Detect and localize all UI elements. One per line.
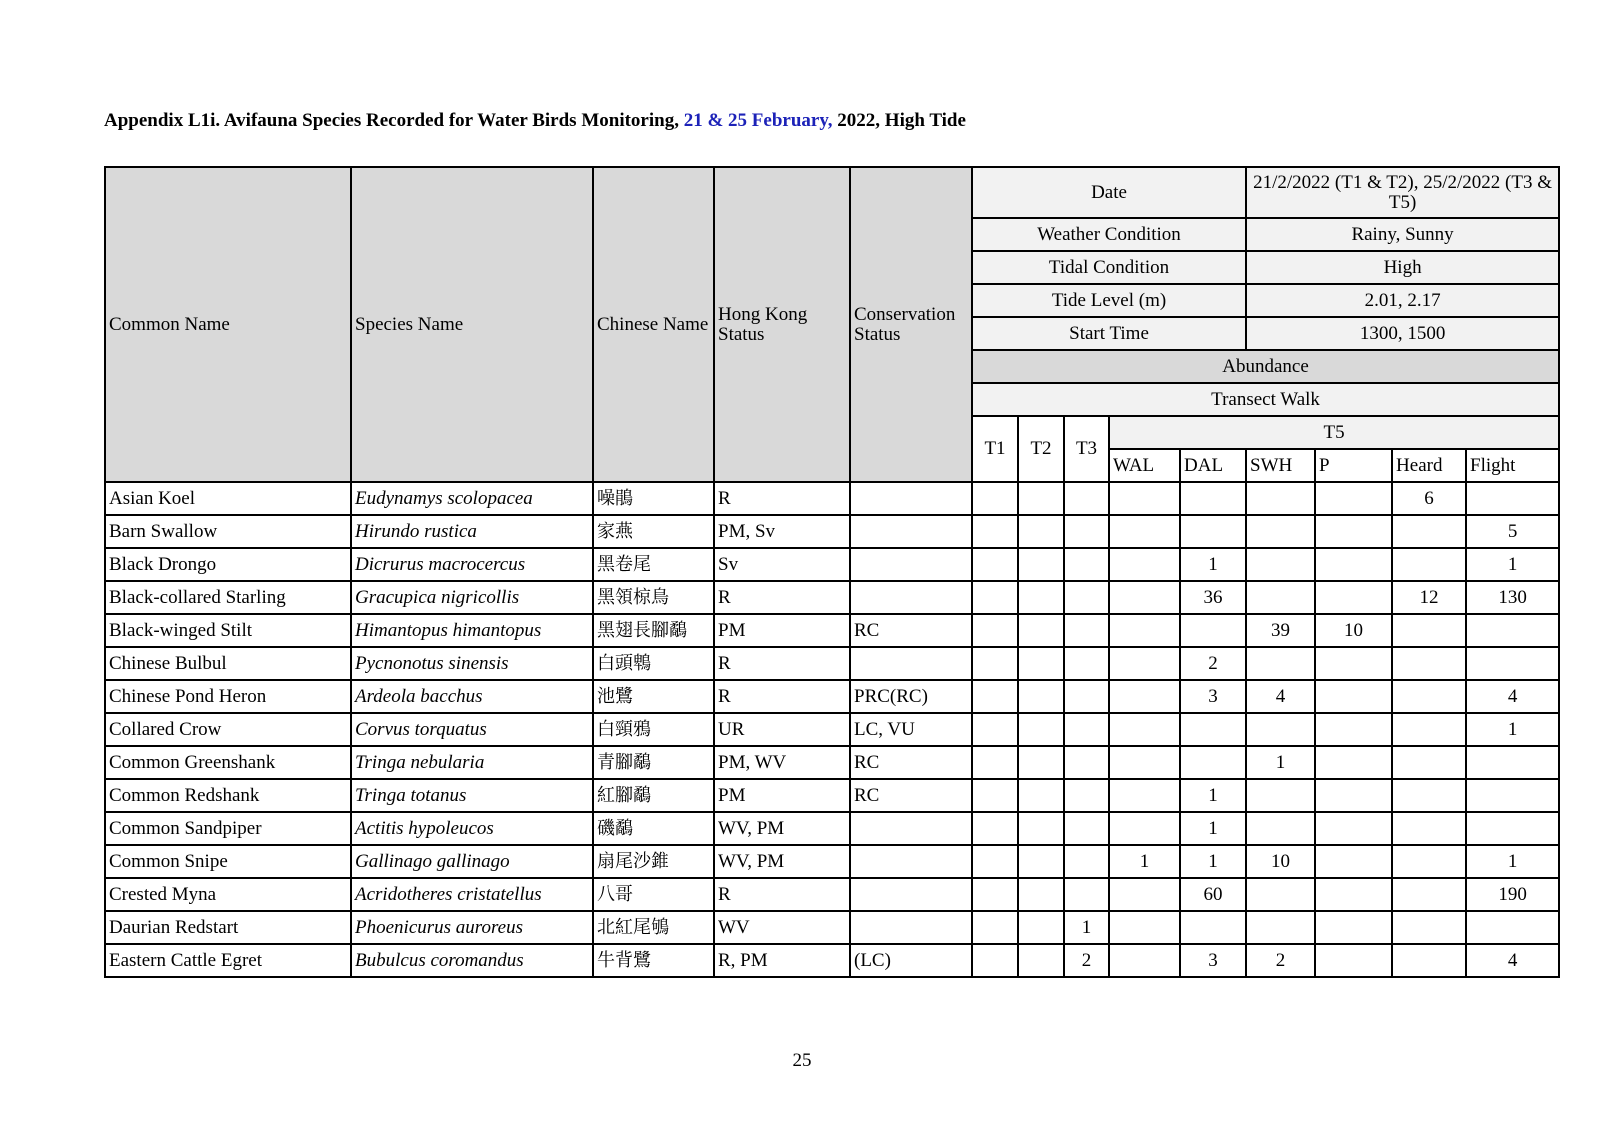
cell-heard — [1392, 878, 1466, 911]
cell-swh — [1246, 515, 1315, 548]
cell-dal: 2 — [1180, 647, 1246, 680]
cell-hk-status: PM, WV — [714, 746, 850, 779]
header-flight: Flight — [1466, 449, 1559, 482]
page-title — [104, 110, 966, 132]
cell-p — [1315, 878, 1392, 911]
cell-wal — [1109, 944, 1180, 977]
cell-t2 — [1018, 812, 1064, 845]
cell-common-name: Chinese Pond Heron — [105, 680, 351, 713]
header-dal: DAL — [1180, 449, 1246, 482]
cell-heard — [1392, 713, 1466, 746]
cell-flight — [1466, 779, 1559, 812]
cell-p — [1315, 482, 1392, 515]
header-t2: T2 — [1018, 416, 1064, 482]
header-abundance: Abundance — [972, 350, 1559, 383]
cell-flight: 190 — [1466, 878, 1559, 911]
cell-common-name: Black-collared Starling — [105, 581, 351, 614]
header-heard: Heard — [1392, 449, 1466, 482]
cell-t3 — [1064, 548, 1109, 581]
cell-flight — [1466, 614, 1559, 647]
cell-t1 — [972, 713, 1018, 746]
table-row — [105, 812, 1559, 845]
cell-p — [1315, 944, 1392, 977]
cell-conservation-status: RC — [850, 614, 972, 647]
cell-chinese-name: 牛背鷺 — [593, 944, 714, 977]
cell-species-name: Actitis hypoleucos — [351, 812, 593, 845]
cell-species-name: Tringa nebularia — [351, 746, 593, 779]
cell-common-name: Barn Swallow — [105, 515, 351, 548]
title-suffix: 2022, High Tide — [832, 110, 966, 131]
cell-wal — [1109, 911, 1180, 944]
cell-heard — [1392, 779, 1466, 812]
cell-flight — [1466, 911, 1559, 944]
cell-heard — [1392, 845, 1466, 878]
cell-swh — [1246, 812, 1315, 845]
cell-conservation-status — [850, 482, 972, 515]
cell-swh — [1246, 779, 1315, 812]
cell-p — [1315, 911, 1392, 944]
cell-flight — [1466, 812, 1559, 845]
cell-hk-status: R — [714, 647, 850, 680]
cell-wal — [1109, 581, 1180, 614]
cell-t3 — [1064, 581, 1109, 614]
cell-t1 — [972, 482, 1018, 515]
cell-swh — [1246, 713, 1315, 746]
cell-t1 — [972, 614, 1018, 647]
cell-t1 — [972, 944, 1018, 977]
header-tide-level-value: 2.01, 2.17 — [1246, 284, 1559, 317]
header-weather-value: Rainy, Sunny — [1246, 218, 1559, 251]
table-row — [105, 614, 1559, 647]
cell-dal — [1180, 614, 1246, 647]
cell-hk-status: R — [714, 878, 850, 911]
cell-t1 — [972, 548, 1018, 581]
cell-p — [1315, 746, 1392, 779]
cell-dal — [1180, 746, 1246, 779]
cell-t2 — [1018, 515, 1064, 548]
cell-chinese-name: 噪鵑 — [593, 482, 714, 515]
cell-flight: 130 — [1466, 581, 1559, 614]
cell-species-name: Gracupica nigricollis — [351, 581, 593, 614]
cell-swh — [1246, 581, 1315, 614]
cell-p — [1315, 581, 1392, 614]
table-row — [105, 680, 1559, 713]
cell-t3 — [1064, 878, 1109, 911]
header-conservation-status: Conservation Status — [850, 167, 972, 482]
cell-p: 10 — [1315, 614, 1392, 647]
cell-t3 — [1064, 515, 1109, 548]
cell-chinese-name: 家燕 — [593, 515, 714, 548]
cell-hk-status: WV — [714, 911, 850, 944]
cell-species-name: Pycnonotus sinensis — [351, 647, 593, 680]
header-wal: WAL — [1109, 449, 1180, 482]
cell-hk-status: UR — [714, 713, 850, 746]
table-row — [105, 548, 1559, 581]
cell-t2 — [1018, 647, 1064, 680]
cell-dal: 3 — [1180, 944, 1246, 977]
cell-hk-status: R — [714, 581, 850, 614]
cell-t2 — [1018, 581, 1064, 614]
cell-heard — [1392, 812, 1466, 845]
cell-heard — [1392, 647, 1466, 680]
header-chinese-name: Chinese Name — [593, 167, 714, 482]
cell-heard: 6 — [1392, 482, 1466, 515]
cell-dal — [1180, 482, 1246, 515]
cell-hk-status: R — [714, 680, 850, 713]
cell-flight: 4 — [1466, 944, 1559, 977]
header-t1: T1 — [972, 416, 1018, 482]
cell-swh — [1246, 482, 1315, 515]
table-row — [105, 878, 1559, 911]
cell-t3 — [1064, 845, 1109, 878]
cell-flight: 1 — [1466, 548, 1559, 581]
cell-dal: 36 — [1180, 581, 1246, 614]
cell-t3 — [1064, 746, 1109, 779]
cell-p — [1315, 779, 1392, 812]
cell-species-name: Gallinago gallinago — [351, 845, 593, 878]
cell-p — [1315, 515, 1392, 548]
cell-conservation-status: (LC) — [850, 944, 972, 977]
cell-swh — [1246, 911, 1315, 944]
cell-p — [1315, 680, 1392, 713]
cell-dal: 1 — [1180, 548, 1246, 581]
cell-common-name: Common Sandpiper — [105, 812, 351, 845]
cell-dal: 1 — [1180, 845, 1246, 878]
cell-conservation-status — [850, 647, 972, 680]
cell-t1 — [972, 581, 1018, 614]
table-row — [105, 779, 1559, 812]
cell-wal — [1109, 515, 1180, 548]
cell-common-name: Collared Crow — [105, 713, 351, 746]
cell-dal: 3 — [1180, 680, 1246, 713]
header-t5: T5 — [1109, 416, 1559, 449]
cell-chinese-name: 池鷺 — [593, 680, 714, 713]
header-tide-level-label: Tide Level (m) — [972, 284, 1246, 317]
cell-common-name: Common Greenshank — [105, 746, 351, 779]
cell-common-name: Daurian Redstart — [105, 911, 351, 944]
cell-conservation-status — [850, 812, 972, 845]
cell-t3 — [1064, 647, 1109, 680]
cell-t3 — [1064, 779, 1109, 812]
cell-t3 — [1064, 482, 1109, 515]
header-tidal-label: Tidal Condition — [972, 251, 1246, 284]
cell-common-name: Chinese Bulbul — [105, 647, 351, 680]
cell-t1 — [972, 779, 1018, 812]
cell-species-name: Bubulcus coromandus — [351, 944, 593, 977]
cell-chinese-name: 黑卷尾 — [593, 548, 714, 581]
cell-conservation-status: RC — [850, 779, 972, 812]
cell-hk-status: PM — [714, 614, 850, 647]
cell-hk-status: WV, PM — [714, 845, 850, 878]
cell-heard: 12 — [1392, 581, 1466, 614]
cell-t3 — [1064, 680, 1109, 713]
cell-swh — [1246, 878, 1315, 911]
cell-dal: 1 — [1180, 812, 1246, 845]
table-row — [105, 845, 1559, 878]
table-row — [105, 944, 1559, 977]
cell-common-name: Common Redshank — [105, 779, 351, 812]
cell-t1 — [972, 680, 1018, 713]
cell-t2 — [1018, 944, 1064, 977]
header-start-time-value: 1300, 1500 — [1246, 317, 1559, 350]
cell-t3 — [1064, 812, 1109, 845]
cell-t2 — [1018, 713, 1064, 746]
cell-conservation-status — [850, 845, 972, 878]
cell-flight — [1466, 482, 1559, 515]
cell-t2 — [1018, 779, 1064, 812]
cell-t1 — [972, 746, 1018, 779]
cell-hk-status: PM — [714, 779, 850, 812]
cell-flight: 4 — [1466, 680, 1559, 713]
cell-flight: 5 — [1466, 515, 1559, 548]
cell-wal — [1109, 614, 1180, 647]
cell-hk-status: R, PM — [714, 944, 850, 977]
cell-conservation-status: RC — [850, 746, 972, 779]
cell-conservation-status — [850, 581, 972, 614]
cell-species-name: Phoenicurus auroreus — [351, 911, 593, 944]
cell-common-name: Common Snipe — [105, 845, 351, 878]
table-row — [105, 482, 1559, 515]
cell-t2 — [1018, 911, 1064, 944]
header-swh: SWH — [1246, 449, 1315, 482]
cell-p — [1315, 548, 1392, 581]
cell-swh: 39 — [1246, 614, 1315, 647]
cell-chinese-name: 北紅尾鴝 — [593, 911, 714, 944]
cell-dal: 1 — [1180, 779, 1246, 812]
cell-wal — [1109, 779, 1180, 812]
table-row — [105, 581, 1559, 614]
table-row — [105, 515, 1559, 548]
cell-species-name: Tringa totanus — [351, 779, 593, 812]
cell-heard — [1392, 944, 1466, 977]
cell-t2 — [1018, 614, 1064, 647]
table-row — [105, 647, 1559, 680]
cell-hk-status: PM, Sv — [714, 515, 850, 548]
cell-wal — [1109, 713, 1180, 746]
cell-t3: 1 — [1064, 911, 1109, 944]
cell-swh: 2 — [1246, 944, 1315, 977]
header-start-time-label: Start Time — [972, 317, 1246, 350]
page-number: 25 — [792, 1050, 812, 1071]
cell-p — [1315, 713, 1392, 746]
cell-swh: 4 — [1246, 680, 1315, 713]
cell-t1 — [972, 911, 1018, 944]
cell-t1 — [972, 515, 1018, 548]
table-row — [105, 911, 1559, 944]
cell-dal: 60 — [1180, 878, 1246, 911]
cell-wal — [1109, 548, 1180, 581]
cell-heard — [1392, 746, 1466, 779]
cell-swh — [1246, 647, 1315, 680]
cell-wal — [1109, 680, 1180, 713]
cell-flight: 1 — [1466, 713, 1559, 746]
cell-common-name: Asian Koel — [105, 482, 351, 515]
header-common-name: Common Name — [105, 167, 351, 482]
cell-p — [1315, 647, 1392, 680]
header-weather-label: Weather Condition — [972, 218, 1246, 251]
cell-wal — [1109, 878, 1180, 911]
cell-wal — [1109, 812, 1180, 845]
header-date-value: 21/2/2022 (T1 & T2), 25/2/2022 (T3 & T5) — [1246, 167, 1559, 218]
cell-t1 — [972, 845, 1018, 878]
cell-chinese-name: 白頭鵯 — [593, 647, 714, 680]
cell-hk-status: R — [714, 482, 850, 515]
cell-species-name: Hirundo rustica — [351, 515, 593, 548]
cell-common-name: Black Drongo — [105, 548, 351, 581]
header-row-date — [105, 167, 1559, 218]
cell-t2 — [1018, 878, 1064, 911]
cell-t3: 2 — [1064, 944, 1109, 977]
cell-swh: 10 — [1246, 845, 1315, 878]
cell-conservation-status — [850, 548, 972, 581]
cell-species-name: Himantopus himantopus — [351, 614, 593, 647]
cell-species-name: Dicrurus macrocercus — [351, 548, 593, 581]
cell-wal — [1109, 647, 1180, 680]
header-t3: T3 — [1064, 416, 1109, 482]
header-transect-walk: Transect Walk — [972, 383, 1559, 416]
cell-t3 — [1064, 614, 1109, 647]
table-row — [105, 713, 1559, 746]
cell-heard — [1392, 515, 1466, 548]
cell-p — [1315, 812, 1392, 845]
cell-species-name: Corvus torquatus — [351, 713, 593, 746]
cell-conservation-status: PRC(RC) — [850, 680, 972, 713]
cell-common-name: Black-winged Stilt — [105, 614, 351, 647]
cell-conservation-status: LC, VU — [850, 713, 972, 746]
cell-t2 — [1018, 845, 1064, 878]
cell-t3 — [1064, 713, 1109, 746]
cell-hk-status: WV, PM — [714, 812, 850, 845]
cell-chinese-name: 黑翅長腳鷸 — [593, 614, 714, 647]
cell-wal — [1109, 746, 1180, 779]
species-table — [104, 166, 1560, 978]
cell-t2 — [1018, 746, 1064, 779]
cell-t1 — [972, 647, 1018, 680]
cell-chinese-name: 青腳鷸 — [593, 746, 714, 779]
header-species-name: Species Name — [351, 167, 593, 482]
header-p: P — [1315, 449, 1392, 482]
cell-swh — [1246, 548, 1315, 581]
cell-chinese-name: 扇尾沙錐 — [593, 845, 714, 878]
cell-t2 — [1018, 680, 1064, 713]
cell-t1 — [972, 812, 1018, 845]
cell-t2 — [1018, 482, 1064, 515]
cell-hk-status: Sv — [714, 548, 850, 581]
cell-heard — [1392, 614, 1466, 647]
cell-conservation-status — [850, 878, 972, 911]
cell-heard — [1392, 548, 1466, 581]
cell-species-name: Ardeola bacchus — [351, 680, 593, 713]
header-tidal-value: High — [1246, 251, 1559, 284]
title-prefix: Appendix L1i. Avifauna Species Recorded for Water Birds Monitoring, — [104, 110, 684, 131]
cell-common-name: Eastern Cattle Egret — [105, 944, 351, 977]
header-date-label: Date — [972, 167, 1246, 218]
cell-chinese-name: 八哥 — [593, 878, 714, 911]
cell-p — [1315, 845, 1392, 878]
title-dates: 21 & 25 February, — [683, 110, 833, 131]
cell-flight — [1466, 746, 1559, 779]
cell-heard — [1392, 680, 1466, 713]
cell-t1 — [972, 878, 1018, 911]
cell-species-name: Acridotheres cristatellus — [351, 878, 593, 911]
header-hk-status: Hong Kong Status — [714, 167, 850, 482]
cell-species-name: Eudynamys scolopacea — [351, 482, 593, 515]
cell-conservation-status — [850, 911, 972, 944]
cell-wal: 1 — [1109, 845, 1180, 878]
cell-chinese-name: 紅腳鷸 — [593, 779, 714, 812]
cell-heard — [1392, 911, 1466, 944]
cell-wal — [1109, 482, 1180, 515]
cell-t2 — [1018, 548, 1064, 581]
cell-dal — [1180, 713, 1246, 746]
cell-dal — [1180, 515, 1246, 548]
cell-dal — [1180, 911, 1246, 944]
cell-swh: 1 — [1246, 746, 1315, 779]
cell-chinese-name: 磯鷸 — [593, 812, 714, 845]
table-row — [105, 746, 1559, 779]
cell-chinese-name: 白頸鴉 — [593, 713, 714, 746]
cell-common-name: Crested Myna — [105, 878, 351, 911]
cell-flight — [1466, 647, 1559, 680]
cell-chinese-name: 黑領椋鳥 — [593, 581, 714, 614]
cell-flight: 1 — [1466, 845, 1559, 878]
cell-conservation-status — [850, 515, 972, 548]
